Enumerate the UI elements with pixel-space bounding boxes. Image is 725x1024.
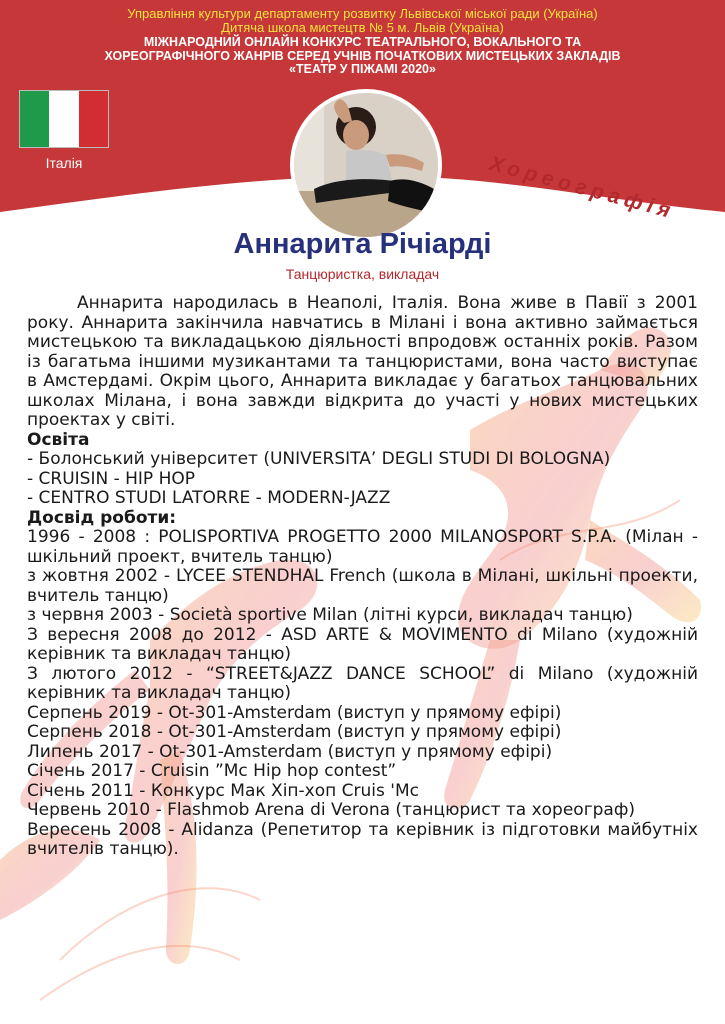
flag-stripe-red [79,91,108,147]
education-heading: Освіта [27,429,90,450]
italy-flag [19,90,109,148]
contest-title-line-3: «ТЕАТР У ПІЖАМІ 2020» [289,62,436,76]
experience-item: з жовтня 2002 - LYCEE STENDHAL French (школа в Мілані, шкільні проекти, вчитель танцю) [27,566,698,606]
person-name: Аннарита Річіарді [233,228,492,260]
main-content [27,294,698,860]
flag-stripe-green [20,91,49,147]
organizer-line-1: Управління культури департаменту розвитку Львівської міської ради (Україна) [127,6,598,21]
genre-label: Хореографія [487,152,678,224]
flag-stripe-white [49,91,78,147]
education-item: - Болонський університет (UNIVERSITA’ DEGLI STUDI DI BOLOGNA) [27,449,611,469]
education-item: - CENTRO STUDI LATORRE - MODERN-JAZZ [27,488,391,508]
experience-item: З лютого 2012 - “STREET&JAZZ DANCE SCHOOL” di Milano (художній керівник та викладач танцю) [27,663,698,703]
experience-item: Червень 2010 - Flashmob Arena di Verona (танцюрист та хореограф) [27,800,636,820]
experience-item: Вересень 2008 - Alidanza (Репетитор та керівник із підготовки майбутніх вчителів танцю). [27,819,698,859]
bio-paragraph: Аннарита народилась в Неаполі, Італія. Вона живе в Павії з 2001 року. Аннарита закінчила навчатись в Мілані і вона активно займається мистецькою та викладацькою діяльності впродовж останніх років. Разом із багатьма іншими музикантами та танцюристами, вона часто виступає в Амстердамі. Окрім цього, Аннарита викладає у багатьох танцювальних школах Мілана, і вона завжди відкрита до участі у нових мистецьких проектах у світі. [27,293,698,430]
contest-title-line-1: МІЖНАРОДНИЙ ОНЛАЙН КОНКУРС ТЕАТРАЛЬНОГО, ВОКАЛЬНОГО ТА [143,35,582,49]
experience-item: Січень 2017 - Cruisin ”Mc Hip hop contest” [27,761,397,781]
contest-title-line-2: ХОРЕОГРАФІЧНОГО ЖАНРІВ СЕРЕД УЧНІВ ПОЧАТКОВИХ МИСТЕЦЬКИХ ЗАКЛАДІВ [104,48,621,63]
experience-item: З вересня 2008 до 2012 - ASD ARTE & MOVIMENTO di Milano (художній керівник та викладач танцю) [27,624,698,664]
country-name: Італія [45,155,83,171]
experience-heading: Досвід роботи: [27,507,177,528]
experience-item: Серпень 2018 - Ot-301-Amsterdam (виступ у прямому ефірі) [27,722,562,742]
contest-title [40,36,685,77]
person-role: Танцюристка, викладач [285,266,440,282]
education-item: - CRUISIN - HIP HOP [27,468,196,489]
experience-item: з червня 2003 - Società sportive Milan (літні курси, викладач танцю) [27,605,633,625]
experience-item: Серпень 2019 - Ot-301-Amsterdam (виступ у прямому ефірі) [27,702,562,723]
experience-item: Липень 2017 - Ot-301-Amsterdam (виступ у прямому ефірі) [27,741,553,762]
experience-item: 1996 - 2008 : POLISPORTIVA PROGETTO 2000 MILANOSPORT S.P.A. (Мілан - шкільний проект, вчитель танцю) [27,527,698,567]
dancer-portrait-illustration [294,93,438,237]
portrait-photo [290,89,442,241]
experience-item: Січень 2011 - Конкурс Мак Хіп-хоп Cruis 'Mc [27,780,419,801]
organizer-line-2: Дитяча школа мистецтв № 5 м. Львів (Україна) [221,20,504,35]
